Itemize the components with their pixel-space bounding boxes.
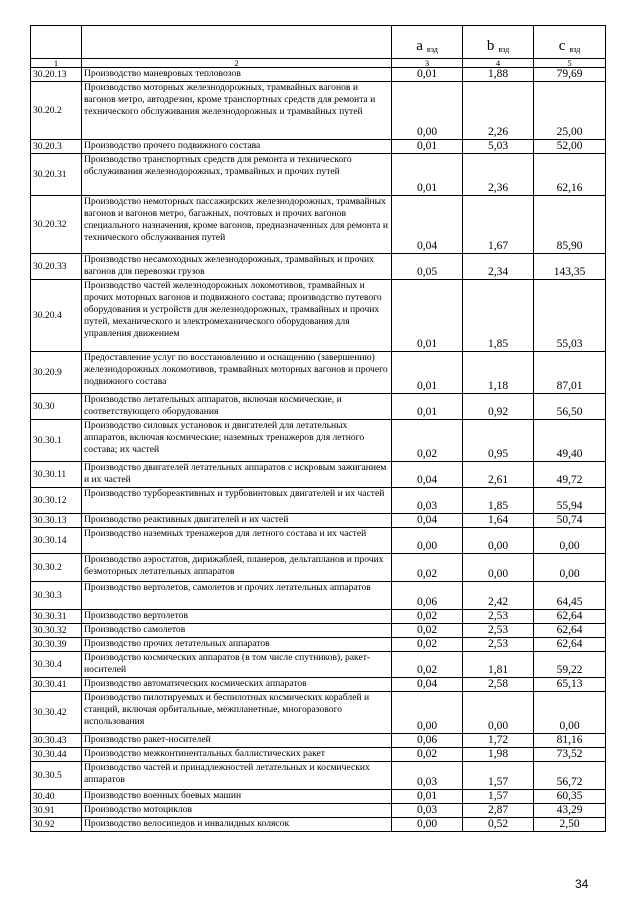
value-c-cell: 60,35 [534, 790, 606, 804]
value-b-cell: 2,58 [463, 678, 534, 692]
index-cell: 1 [31, 59, 82, 68]
code-cell: 30.40 [31, 790, 82, 804]
header-code-cell [31, 26, 82, 59]
value-a-cell: 0,04 [392, 196, 463, 254]
value-b-cell: 1,98 [463, 748, 534, 762]
value-a-cell: 0,06 [392, 582, 463, 610]
value-c-cell: 85,90 [534, 196, 606, 254]
value-c-cell: 55,03 [534, 280, 606, 352]
table-row [31, 254, 606, 280]
value-c-cell: 0,00 [534, 528, 606, 554]
table-row [31, 528, 606, 554]
value-c-cell: 62,16 [534, 154, 606, 196]
table-row [31, 638, 606, 652]
table-row [31, 678, 606, 692]
description-cell: Производство автоматических космических аппаратов [82, 678, 392, 692]
value-b-cell: 1,72 [463, 734, 534, 748]
description-cell: Производство аэростатов, дирижаблей, планеров, дельтапланов и прочих безмоторных летательных аппаратов [82, 554, 392, 582]
description-cell: Производство маневровых тепловозов [82, 68, 392, 82]
description-cell: Предоставление услуг по восстановлению и оснащению (завершению) железнодорожных локомотивов, трамвайных моторных вагонов и прочего подвижного состава [82, 352, 392, 394]
value-a-cell: 0,02 [392, 554, 463, 582]
value-c-cell: 87,01 [534, 352, 606, 394]
value-a-cell: 0,03 [392, 762, 463, 790]
value-a-cell: 0,06 [392, 734, 463, 748]
description-cell: Производство немоторных пассажирских железнодорожных, трамвайных вагонов и вагонов метро, багажных, почтовых и прочих вагонов специального назначения, кроме вагонов, предназначенных для ремонта и технического обслуживания путей [82, 196, 392, 254]
value-b-cell: 2,34 [463, 254, 534, 280]
value-b-cell: 1,57 [463, 762, 534, 790]
value-b-cell: 0,95 [463, 420, 534, 462]
code-cell: 30.30.4 [31, 652, 82, 678]
table-row [31, 462, 606, 488]
value-c-cell: 2,50 [534, 818, 606, 832]
table-row [31, 352, 606, 394]
header-desc-cell [82, 26, 392, 59]
code-cell: 30.20.33 [31, 254, 82, 280]
description-cell: Производство самолетов [82, 624, 392, 638]
value-a-cell: 0,01 [392, 280, 463, 352]
value-a-cell: 0,05 [392, 254, 463, 280]
value-b-cell: 1,57 [463, 790, 534, 804]
table-row [31, 610, 606, 624]
header-col-c: c $_{вэд}$ [534, 26, 606, 59]
description-cell: Производство ракет-носителей [82, 734, 392, 748]
value-b-cell: 1,88 [463, 68, 534, 82]
code-cell: 30.30 [31, 394, 82, 420]
value-c-cell: 62,64 [534, 624, 606, 638]
description-cell: Производство двигателей летательных аппаратов с искровым зажиганием и их частей [82, 462, 392, 488]
value-a-cell: 0,00 [392, 692, 463, 734]
description-cell: Производство велосипедов и инвалидных колясок [82, 818, 392, 832]
value-b-cell: 0,52 [463, 818, 534, 832]
code-cell: 30.20.32 [31, 196, 82, 254]
value-a-cell: 0,02 [392, 420, 463, 462]
value-c-cell: 64,45 [534, 582, 606, 610]
code-cell: 30.30.11 [31, 462, 82, 488]
description-cell: Производство частей и принадлежностей летательных и космических аппаратов [82, 762, 392, 790]
value-a-cell: 0,02 [392, 748, 463, 762]
description-cell: Производство вертолетов, самолетов и прочих летательных аппаратов [82, 582, 392, 610]
code-cell: 30.30.1 [31, 420, 82, 462]
coefficients-table [30, 25, 606, 832]
table-row [31, 818, 606, 832]
value-a-cell: 0,03 [392, 488, 463, 514]
description-cell: Производство турбореактивных и турбовинтовых двигателей и их частей [82, 488, 392, 514]
code-cell: 30.92 [31, 818, 82, 832]
code-cell: 30.20.4 [31, 280, 82, 352]
index-cell: 3 [392, 59, 463, 68]
code-cell: 30.20.3 [31, 140, 82, 154]
code-cell: 30.30.5 [31, 762, 82, 790]
code-cell: 30.20.2 [31, 82, 82, 140]
description-cell: Производство мотоциклов [82, 804, 392, 818]
index-cell: 2 [82, 59, 392, 68]
table-row [31, 790, 606, 804]
code-cell: 30.30.39 [31, 638, 82, 652]
value-a-cell: 0,00 [392, 818, 463, 832]
value-c-cell: 56,50 [534, 394, 606, 420]
value-b-cell: 2,87 [463, 804, 534, 818]
value-a-cell: 0,04 [392, 462, 463, 488]
value-c-cell: 62,64 [534, 610, 606, 624]
table-row [31, 762, 606, 790]
description-cell: Производство моторных железнодорожных, трамвайных вагонов и вагонов метро, автодрезин, кроме транспортных средств для ремонта и технического обслуживания железнодорожных и трамвайных путей [82, 82, 392, 140]
header-col-b: b $_{вэд}$ [463, 26, 534, 59]
table-row [31, 652, 606, 678]
value-b-cell: 1,85 [463, 280, 534, 352]
value-b-cell: 2,53 [463, 624, 534, 638]
value-a-cell: 0,00 [392, 528, 463, 554]
value-a-cell: 0,01 [392, 154, 463, 196]
description-cell: Производство межконтинентальных баллистических ракет [82, 748, 392, 762]
table-row [31, 804, 606, 818]
value-a-cell: 0,01 [392, 352, 463, 394]
value-a-cell: 0,04 [392, 514, 463, 528]
value-c-cell: 0,00 [534, 554, 606, 582]
code-cell: 30.20.9 [31, 352, 82, 394]
description-cell: Производство пилотируемых и беспилотных космических кораблей и станций, включая орбитальные, межпланетные, многоразового использования [82, 692, 392, 734]
description-cell: Производство транспортных средств для ремонта и технического обслуживания железнодорожных, трамвайных и прочих путей [82, 154, 392, 196]
table-row [31, 748, 606, 762]
description-cell: Производство космических аппаратов (в том числе спутников), ракет-носителей [82, 652, 392, 678]
value-b-cell: 2,42 [463, 582, 534, 610]
value-a-cell: 0,01 [392, 68, 463, 82]
value-c-cell: 143,35 [534, 254, 606, 280]
value-c-cell: 65,13 [534, 678, 606, 692]
value-a-cell: 0,04 [392, 678, 463, 692]
code-cell: 30.30.14 [31, 528, 82, 554]
value-b-cell: 1,67 [463, 196, 534, 254]
value-a-cell: 0,01 [392, 790, 463, 804]
value-b-cell: 5,03 [463, 140, 534, 154]
page-number: 34 [575, 877, 589, 891]
value-a-cell: 0,01 [392, 140, 463, 154]
value-c-cell: 49,40 [534, 420, 606, 462]
description-cell: Производство наземных тренажеров для летного состава и их частей [82, 528, 392, 554]
value-b-cell: 0,92 [463, 394, 534, 420]
code-cell: 30.30.2 [31, 554, 82, 582]
code-cell: 30.30.41 [31, 678, 82, 692]
value-c-cell: 50,74 [534, 514, 606, 528]
code-cell: 30.91 [31, 804, 82, 818]
value-b-cell: 1,64 [463, 514, 534, 528]
table-row [31, 420, 606, 462]
table-row [31, 394, 606, 420]
table-row [31, 514, 606, 528]
value-b-cell: 2,53 [463, 638, 534, 652]
code-cell: 30.30.44 [31, 748, 82, 762]
value-b-cell: 1,18 [463, 352, 534, 394]
description-cell: Производство прочих летательных аппаратов [82, 638, 392, 652]
value-a-cell: 0,02 [392, 638, 463, 652]
code-cell: 30.30.42 [31, 692, 82, 734]
description-cell: Производство прочего подвижного состава [82, 140, 392, 154]
code-cell: 30.20.13 [31, 68, 82, 82]
value-c-cell: 25,00 [534, 82, 606, 140]
value-b-cell: 2,53 [463, 610, 534, 624]
value-c-cell: 49,72 [534, 462, 606, 488]
value-c-cell: 62,64 [534, 638, 606, 652]
header-row [31, 26, 606, 59]
table-row [31, 582, 606, 610]
table-row [31, 140, 606, 154]
value-b-cell: 0,00 [463, 528, 534, 554]
value-a-cell: 0,02 [392, 624, 463, 638]
value-c-cell: 79,69 [534, 68, 606, 82]
value-c-cell: 43,29 [534, 804, 606, 818]
table-row [31, 624, 606, 638]
value-b-cell: 0,00 [463, 554, 534, 582]
value-b-cell: 0,00 [463, 692, 534, 734]
value-a-cell: 0,00 [392, 82, 463, 140]
code-cell: 30.30.32 [31, 624, 82, 638]
value-c-cell: 81,16 [534, 734, 606, 748]
value-a-cell: 0,02 [392, 652, 463, 678]
value-b-cell: 2,61 [463, 462, 534, 488]
index-cell: 4 [463, 59, 534, 68]
description-cell: Производство вертолетов [82, 610, 392, 624]
description-cell: Производство несамоходных железнодорожных, трамвайных и прочих вагонов для перевозки грузов [82, 254, 392, 280]
table-row [31, 68, 606, 82]
table-row [31, 554, 606, 582]
description-cell: Производство военных боевых машин [82, 790, 392, 804]
value-b-cell: 2,26 [463, 82, 534, 140]
table-row [31, 154, 606, 196]
header-col-a: a $_{вэд}$ [392, 26, 463, 59]
code-cell: 30.20.31 [31, 154, 82, 196]
code-cell: 30.30.43 [31, 734, 82, 748]
description-cell: Производство частей железнодорожных локомотивов, трамвайных и прочих моторных вагонов и подвижного состава; производство путевого оборудования и устройств для железнодорожных, трамвайных и прочих путей, механического и электромеханического оборудования для управления движением [82, 280, 392, 352]
value-b-cell: 1,81 [463, 652, 534, 678]
value-c-cell: 52,00 [534, 140, 606, 154]
value-b-cell: 1,85 [463, 488, 534, 514]
description-cell: Производство летательных аппаратов, включая космические, и соответствующего оборудования [82, 394, 392, 420]
value-c-cell: 0,00 [534, 692, 606, 734]
value-c-cell: 73,52 [534, 748, 606, 762]
code-cell: 30.30.13 [31, 514, 82, 528]
value-a-cell: 0,01 [392, 394, 463, 420]
description-cell: Производство реактивных двигателей и их частей [82, 514, 392, 528]
value-c-cell: 59,22 [534, 652, 606, 678]
index-cell: 5 [534, 59, 606, 68]
value-c-cell: 55,94 [534, 488, 606, 514]
code-cell: 30.30.31 [31, 610, 82, 624]
code-cell: 30.30.12 [31, 488, 82, 514]
table-row [31, 280, 606, 352]
table-row [31, 692, 606, 734]
value-b-cell: 2,36 [463, 154, 534, 196]
value-a-cell: 0,03 [392, 804, 463, 818]
table-row [31, 488, 606, 514]
table-row [31, 734, 606, 748]
index-row [31, 59, 606, 68]
value-c-cell: 56,72 [534, 762, 606, 790]
description-cell: Производство силовых установок и двигателей для летательных аппаратов, включая космические; наземных тренажеров для летного состава; их частей [82, 420, 392, 462]
value-a-cell: 0,02 [392, 610, 463, 624]
code-cell: 30.30.3 [31, 582, 82, 610]
table-row [31, 196, 606, 254]
table-row [31, 82, 606, 140]
